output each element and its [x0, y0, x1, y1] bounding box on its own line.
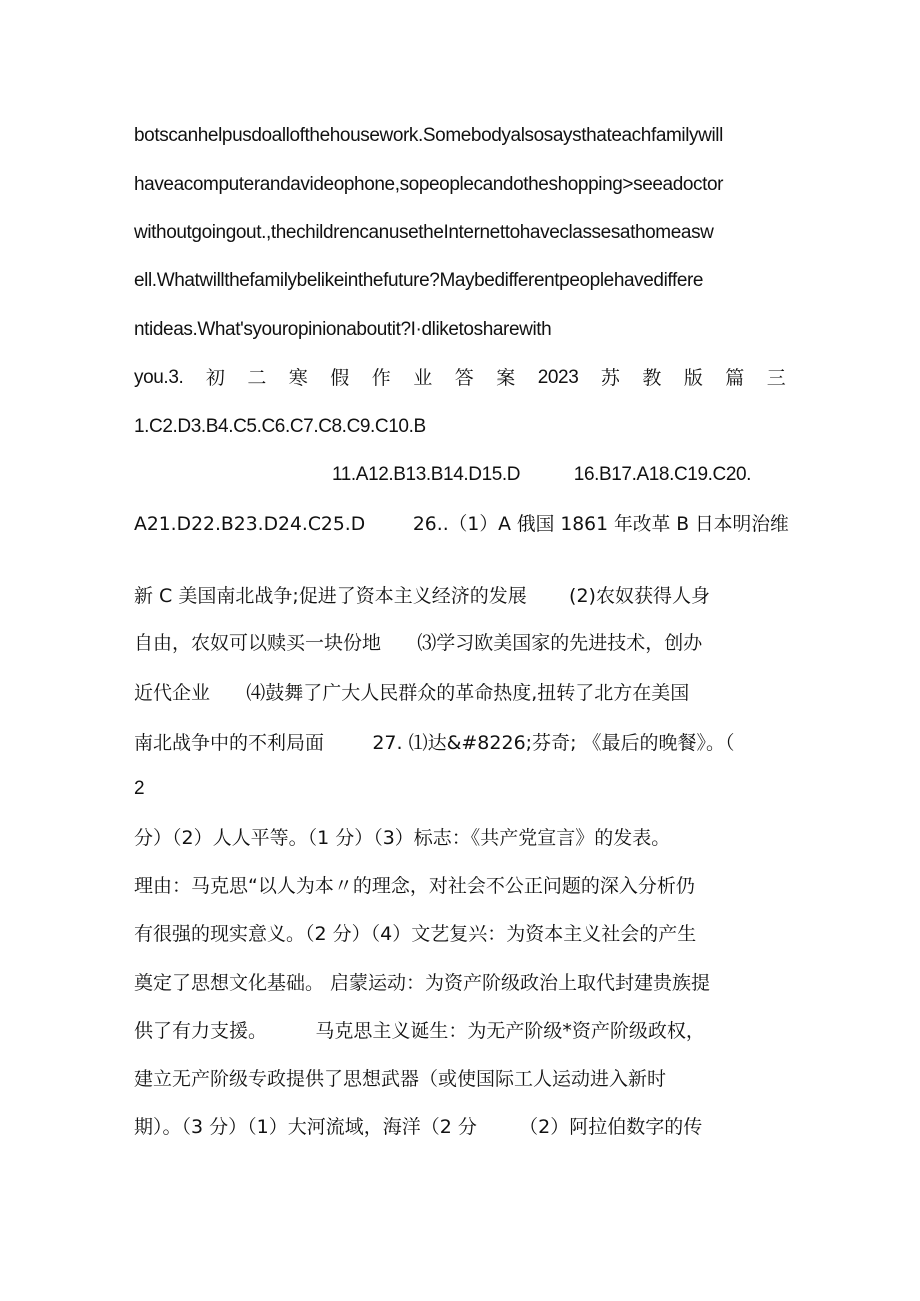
heading-token: 三 — [766, 367, 786, 389]
body-line-8: 有很强的现实意义。（2 分）（4）文艺复兴：为资本主义社会的产生 — [134, 923, 697, 945]
body-line-11: 建立无产阶级专政提供了思想武器（或使国际工人运动进入新时 — [134, 1068, 667, 1090]
body-line-4: 南北战争中的不利局面 27. ⑴达&#8226;芬奇; 《最后的晚餐》。（ — [134, 732, 735, 754]
heading-token: 案 — [496, 367, 516, 389]
body-line-9: 奠定了思想文化基础。 启蒙运动：为资产阶级政治上取代封建贵族提 — [134, 972, 711, 994]
body-line-10: 供了有力支援。 马克思主义诞生：为无产阶级*资产阶级政权， — [134, 1020, 705, 1042]
section-heading — [134, 366, 786, 390]
body-line-1: 新 C 美国南北战争;促进了资本主义经济的发展 (2)农奴获得人身 — [134, 585, 710, 607]
body-line-6: 分）（2）人人平等。（1 分）（3）标志：《共产党宣言》的发表。 — [134, 827, 671, 849]
english-line-1: botscanhelpusdoallofthehousework.Somebodyalsosaysthateachfamilywill — [134, 125, 723, 146]
heading-token: 教 — [642, 367, 662, 389]
body-line-5: 2 — [134, 778, 145, 799]
heading-token: 二 — [247, 367, 267, 389]
heading-token: 假 — [330, 367, 350, 389]
heading-token: 篇 — [725, 367, 745, 389]
body-line-3: 近代企业 ⑷鼓舞了广大人民群众的革命热度,扭转了北方在美国 — [134, 682, 690, 704]
heading-token: 初 — [205, 367, 225, 389]
english-line-4: ell.Whatwillthefamilybelikeinthefuture?Maybedifferentpeoplehavediffere — [134, 270, 704, 291]
answer-line-1: 1.C2.D3.B4.C5.C6.C7.C8.C9.C10.B — [134, 416, 426, 437]
body-line-12: 期）。（3 分）（1）大河流域，海洋（2 分 （2）阿拉伯数字的传 — [134, 1116, 703, 1138]
heading-token: 作 — [371, 367, 391, 389]
heading-token: 答 — [454, 367, 474, 389]
answer-line-2: 11.A12.B13.B14.D15.D 16.B17.A18.C19.C20. — [332, 464, 752, 485]
body-line-2: 自由，农奴可以赎买一块份地 ⑶学习欧美国家的先进技术，创办 — [134, 632, 703, 654]
heading-token: 苏 — [600, 367, 620, 389]
answer-line-3: A21.D22.B23.D24.C25.D 26..（1）A 俄国 1861 年改革 B 日本明治维 — [134, 514, 789, 535]
heading-token: 寒 — [288, 367, 308, 389]
heading-token: 版 — [683, 367, 703, 389]
heading-token: 2023 — [537, 367, 579, 388]
english-line-2: haveacomputerandavideophone,sopeoplecandotheshopping>seeadoctor — [134, 174, 724, 195]
english-line-5: ntideas.What'syouropinionaboutit?I·dliketosharewith — [134, 319, 552, 340]
heading-token: you.3. — [134, 367, 184, 388]
heading-token: 业 — [413, 367, 433, 389]
body-line-7: 理由：马克思“以人为本〃的理念，对社会不公正问题的深入分析仍 — [134, 875, 695, 897]
english-line-3: withoutgoingout.,thechildrencanusetheInternettohaveclassesathomeasw — [134, 222, 714, 243]
